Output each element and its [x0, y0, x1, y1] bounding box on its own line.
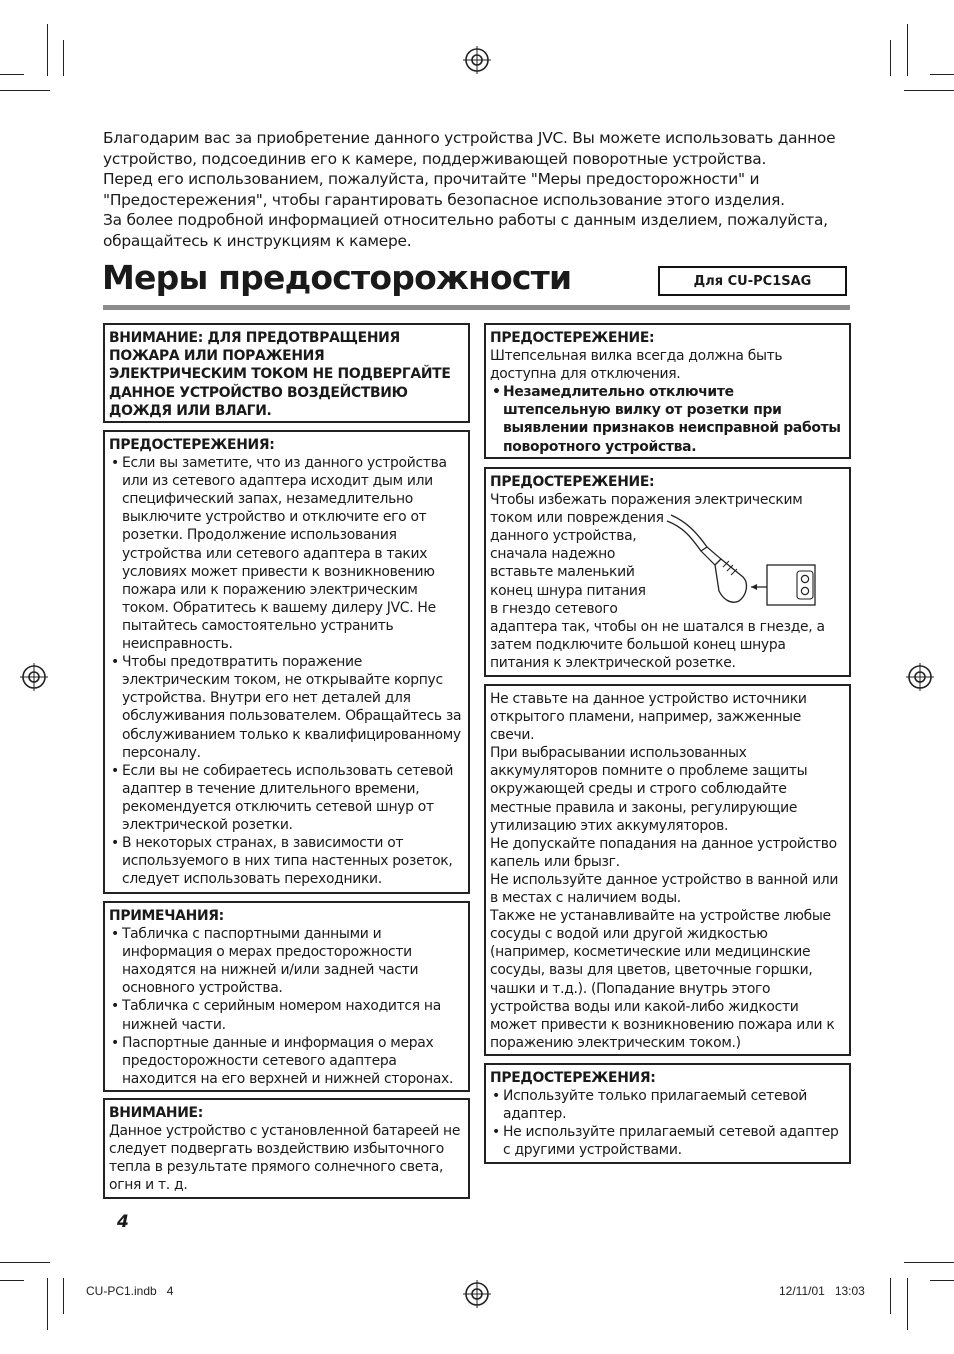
list-item: • Если вы не собираетесь использовать сетевой адаптер в течение длительного времени, рекомендуется отключить сетевой шнур от электрической розетки. [109, 762, 464, 834]
info-paragraph: Не допускайте попадания на данное устройство капель или брызг. [490, 835, 837, 870]
crop-mark [907, 24, 908, 76]
notes-box [103, 901, 470, 1092]
intro-paragraph: За более подробной информацией относительно работы с данным изделием, пожалуйста, обращайтесь к инструкциям к камере. [103, 211, 828, 250]
crop-mark [0, 90, 50, 91]
list-item: • Незамедлительно отключите штепсельную вилку от розетки при выявлении признаков неисправной работы поворотного устройства. [490, 383, 845, 455]
crop-mark [890, 1278, 891, 1314]
footer-date: 12/11/01 13:03 [779, 1284, 865, 1298]
list-item: • Табличка с паспортными данными и информация о мерах предосторожности находятся на нижней и/или задней части основного устройства. [109, 925, 464, 997]
info-paragraph: Не используйте данное устройство в ванной или в местах с наличием воды. [490, 871, 839, 907]
list-item: • Если вы заметите, что из данного устройства или из сетевого адаптера исходит дым или специфический запах, незамедлительно выключите устройство и отключите его от розетки. Продолжение использования устройства или сетевого адаптера в таких условиях может привести к возникновению пожара или к поражению электрическим током. Обратитесь к вашему дилеру JVC. Не пытайтесь самостоятельно устранить неисправность. [109, 454, 464, 653]
instruction-line: конец шнура питания [490, 582, 646, 599]
caution-text: Штепсельная вилка всегда должна быть доступна для отключения. [490, 348, 783, 383]
list-item: • Используйте только прилагаемый сетевой адаптер. [490, 1087, 845, 1123]
caution-heading: ПРЕДОСТЕРЕЖЕНИЕ: [490, 474, 655, 490]
info-paragraph: Не ставьте на данное устройство источники открытого пламени, например, зажженные свечи. [490, 691, 807, 744]
instruction-line: Чтобы избежать поражения электрическим [490, 492, 803, 509]
footer-file: CU-PC1.indb 4 [86, 1284, 174, 1298]
adapter-cautions-box [484, 1063, 851, 1164]
page-title: Меры предосторожности [102, 258, 572, 297]
cautions-heading: ПРЕДОСТЕРЕЖЕНИЯ: [109, 437, 275, 453]
instruction-line: током или повреждения [490, 510, 664, 527]
caution-plug-box [484, 323, 851, 459]
list-item: • Паспортные данные и информация о мерах предосторожности сетевого адаптера находится на его верхней и нижней сторонах. [109, 1034, 464, 1088]
crop-mark [907, 1278, 908, 1330]
caution-list [490, 383, 845, 455]
registration-mark-icon [463, 46, 491, 74]
list-item: • Не используйте прилагаемый сетевой адаптер с другими устройствами. [490, 1123, 845, 1159]
cord-instructions [490, 491, 845, 672]
crop-mark [63, 40, 64, 76]
intro-paragraph: Благодарим вас за приобретение данного устройства JVC. Вы можете использовать данное устройство, подсоединив его к камере, поддерживающей поворотные устройства. [103, 129, 836, 168]
attention-text: Данное устройство с установленной батареей не следует подвергать воздействию избыточного тепла в результате прямого солнечного света, огня и т. д. [109, 1123, 461, 1194]
info-paragraph: Также не устанавливайте на устройстве любые сосуды с водой или другой жидкостью (например, косметические или медицинские сосуды, вазы для цветов, цветочные горшки, чашки и т.д.). (Попадание внутрь этого устройства воды или какой-либо жидкости может привести к возникновению пожара или к поражению электрическим током.) [490, 908, 835, 1051]
crop-mark [0, 74, 24, 75]
notes-list [109, 925, 464, 1088]
notes-heading: ПРИМЕЧАНИЯ: [109, 908, 224, 924]
crop-mark [63, 1278, 64, 1314]
attention-box [103, 1098, 470, 1199]
instruction-line: в гнездо сетевого [490, 600, 618, 617]
list-item: • Табличка с серийным номером находится на нижней части. [109, 997, 464, 1033]
cautions-list [109, 454, 464, 888]
warning-box [103, 323, 470, 423]
caution-heading: ПРЕДОСТЕРЕЖЕНИЕ: [490, 330, 655, 346]
instruction-line: данного устройства, [490, 528, 637, 545]
info-paragraph: При выбрасывании использованных аккумуляторов помните о проблеме защиты окружающей среды и строго соблюдайте местные правила и законы, регулирующие утилизацию этих аккумуляторов. [490, 745, 808, 834]
page-number: 4 [117, 1212, 129, 1232]
warning-text: ВНИМАНИЕ: ДЛЯ ПРЕДОТВРАЩЕНИЯ ПОЖАРА ИЛИ ПОРАЖЕНИЯ ЭЛЕКТРИЧЕСКИМ ТОКОМ НЕ ПОДВЕРГАЙТЕ ДАННОЕ УСТРОЙСТВО ВОЗДЕЙСТВИЮ ДОЖДЯ ИЛИ ВЛАГИ. [109, 330, 451, 419]
crop-mark [930, 1280, 954, 1281]
title-rule [103, 305, 850, 310]
adapter-cautions-list [490, 1087, 845, 1159]
instruction-line: вставьте маленький [490, 564, 635, 581]
registration-mark-icon [20, 663, 48, 691]
crop-mark [0, 1262, 50, 1263]
crop-mark [930, 74, 954, 75]
crop-mark [0, 1280, 24, 1281]
registration-mark-icon [463, 1280, 491, 1308]
instruction-line: сначала надежно [490, 546, 616, 563]
model-badge: Для CU-PC1SAG [658, 266, 847, 296]
instruction-text: адаптера так, чтобы он не шатался в гнезде, а затем подключите большой конец шнура питания к электрической розетке. [490, 618, 825, 671]
crop-mark [47, 1278, 48, 1330]
crop-mark [47, 24, 48, 76]
registration-mark-icon [906, 663, 934, 691]
crop-mark [890, 40, 891, 76]
list-item: • Чтобы предотвратить поражение электрическим током, не открывайте корпус устройства. Внутри его нет деталей для обслуживания пользователем. Обращайтесь за обслуживанием только к квалифицированному персоналу. [109, 653, 464, 762]
safety-info-box [484, 684, 851, 1056]
cautions-heading: ПРЕДОСТЕРЕЖЕНИЯ: [490, 1070, 656, 1086]
caution-cord-box [484, 467, 851, 677]
intro-text [103, 128, 843, 252]
crop-mark [904, 1262, 954, 1263]
crop-mark [904, 90, 954, 91]
intro-paragraph: Перед его использованием, пожалуйста, прочитайте "Меры предосторожности" и "Предостережения", чтобы гарантировать безопасное использование этого изделия. [103, 170, 785, 209]
cautions-box [103, 430, 470, 894]
attention-heading: ВНИМАНИЕ: [109, 1105, 204, 1121]
list-item: • В некоторых странах, в зависимости от используемого в них типа настенных розеток, следует использовать переходники. [109, 834, 464, 888]
power-cord-illustration [665, 507, 817, 607]
